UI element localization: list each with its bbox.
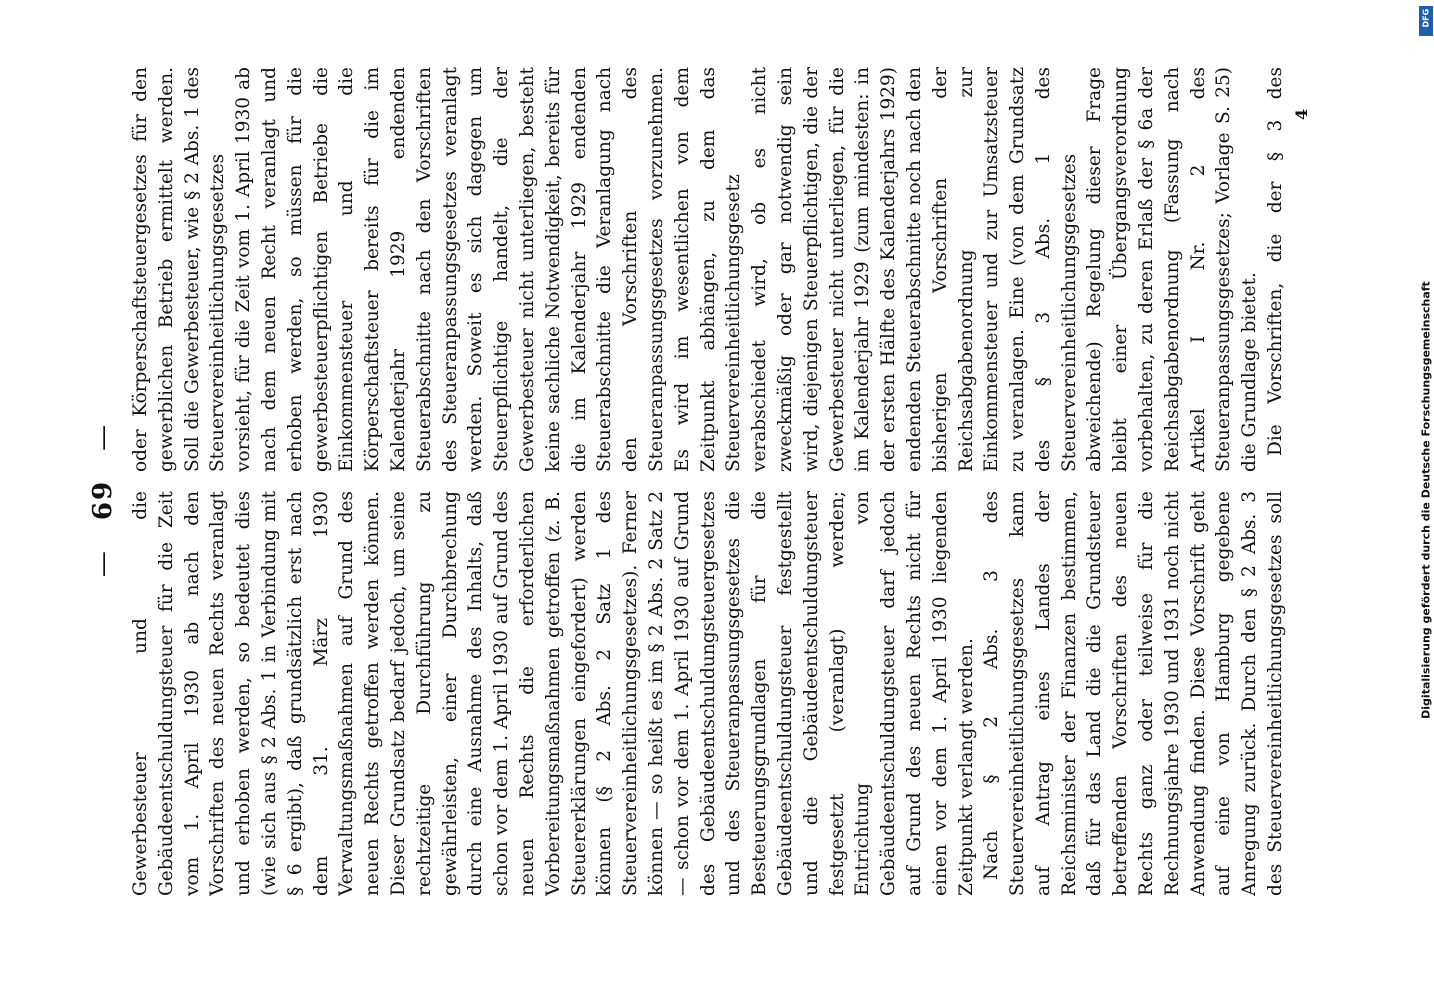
sheet-signature-mark: 4 [1292, 108, 1311, 120]
page-number-dash-left: — [88, 549, 118, 578]
left-paragraph-2: Nach § 2 Abs. 3 des Steuervereinheitlichungsgesetzes kann auf Antrag eines Landes der Reichsminister der Finanzen bestimmen, daß für das Land die die Grundsteuer betreffenden Vorschriften des neuen Rechts ganz oder teilweise für die Rechnungsjahre 1930 und 1931 noch nicht Anwendung finden. Diese Vorschrift geht auf eine von Hamburg gegebene Anregung zurück. Durch den § 2 Abs. 3 des Steuervereinheitlichungsgesetzes soll [981, 491, 1287, 896]
digitization-note: Digitalisierung gefördert durch die Deutsche Forschungsgemeinschaft [1419, 281, 1433, 719]
right-paragraph-1: oder Körperschaftsteuergesetzes für den gewerblichen Betrieb ermittelt werden. Soll die Gewerbesteuer, wie § 2 Abs. 1 des Steuervereinheitlichungsgesetzes vorsieht, für die Zeit vom 1. April 1930 ab nach dem neuen Recht veranlagt und erhoben werden, so müssen für die gewerbesteuerpflichtigen Betriebe die Einkommensteuer und die Körperschaftsteuer bereits für die im Kalenderjahr 1929 endenden Steuerabschnitte nach den Vorschriften des Steueranpassungsgesetzes veranlagt werden. Soweit es sich dagegen um Steuerpflichtige handelt, die der Gewerbesteuer nicht unterliegen, besteht keine sachliche Notwendigkeit, bereits für die im Kalenderjahr 1929 endenden Steuerabschnitte die Veranlagung nach den Vorschriften des Steueranpassungsgesetzes vorzunehmen. Es wird im wesentlichen von dem Zeitpunkt abhängen, zu dem das Steuervereinheitlichungsgesetz verabschiedet wird, ob es nicht zweckmäßig oder gar notwendig sein wird, diejenigen Steuerpflichtigen, die der Gewerbesteuer nicht unterliegen, für die im Kalenderjahr 1929 (zum mindesten: in der ersten Hälfte des Kalenderjahrs 1929) endenden Steuerabschnitte noch nach den bisherigen Vorschriften der Reichsabgabenordnung zur Einkommensteuer und zur Umsatzsteuer zu veranlagen. Eine (von dem Grundsatz des § 3 Abs. 1 des Steuervereinheitlichungsgesetzes abweichende) Regelung dieser Frage bleibt einer Übergangsverordnung vorbehalten, zu deren Erlaß der § 6a der Reichsabgabenordnung (Fassung nach Artikel I Nr. 2 des Steueranpassungsgesetzes; Vorlage S. 25) die Grundlage bietet. [130, 67, 1261, 472]
page-number-line [88, 0, 118, 1000]
left-paragraph-1: Gewerbesteuer und die Gebäudeentschuldungsteuer für die Zeit vom 1. April 1930 ab nach den Vorschriften des neuen Rechts veranlagt und erhoben werden, so bedeutet dies (wie sich aus § 2 Abs. 1 in Verbindung mit § 6 ergibt), daß grundsätzlich erst nach dem 31. März 1930 Verwaltungsmaßnahmen auf Grund des neuen Rechts getroffen werden können. Dieser Grundsatz bedarf jedoch, um seine rechtzeitige Durchführung zu gewährleisten, einer Durchbrechung durch eine Ausnahme des Inhalts, daß schon vor dem 1. April 1930 auf Grund des neuen Rechts die erforderlichen Vorbereitungsmaßnahmen getroffen (z. B. Steuererklärungen eingefordert) werden können (§ 2 Abs. 2 Satz 1 des Steuervereinheitlichungsgesetzes). Ferner können — so heißt es im § 2 Abs. 2 Satz 2 — schon vor dem 1. April 1930 auf Grund des Gebäudeentschuldungsteuergesetzes und des Steueranpassungsgesetzes die Besteuerungsgrundlagen für die Gebäudeentschuldungsteuer festgestellt und die Gebäudeentschuldungsteuer festgesetzt (veranlagt) werden; Entrichtung von Gebäudeentschuldungsteuer darf jedoch auf Grund des neuen Rechts nicht für einen vor dem 1. April 1930 liegenden Zeitpunkt verlangt werden. [130, 491, 977, 896]
right-paragraph-2: Die Vorschriften, die der § 3 des [1265, 67, 1287, 456]
digitization-sidebar [1418, 0, 1434, 1000]
page-number-dash-right: — [88, 422, 118, 451]
right-text-column [128, 67, 1288, 472]
dfg-logo-text: DFG [1421, 8, 1431, 28]
page-number: 69 [88, 479, 118, 521]
left-text-column [128, 491, 1288, 896]
